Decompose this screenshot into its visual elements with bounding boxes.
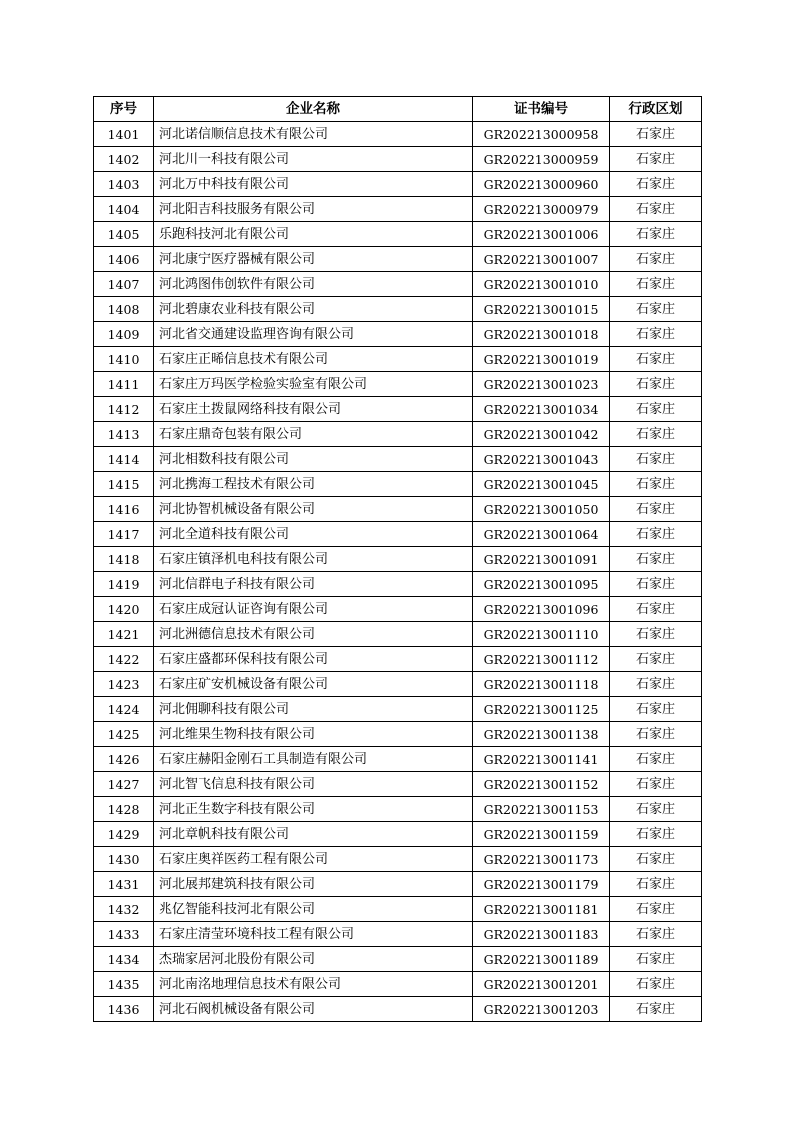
- cell-seq: 1422: [94, 647, 154, 672]
- table-row: [94, 372, 702, 397]
- cell-certificate-number: GR202213001189: [473, 947, 610, 972]
- cell-region: 石家庄: [610, 947, 702, 972]
- table-row: [94, 397, 702, 422]
- table-row: [94, 897, 702, 922]
- table-row: [94, 497, 702, 522]
- header-company-name: 企业名称: [154, 97, 473, 122]
- cell-seq: 1412: [94, 397, 154, 422]
- cell-certificate-number: GR202213001201: [473, 972, 610, 997]
- header-region: 行政区划: [610, 97, 702, 122]
- cell-seq: 1431: [94, 872, 154, 897]
- table-row: [94, 622, 702, 647]
- cell-certificate-number: GR202213000960: [473, 172, 610, 197]
- cell-seq: 1428: [94, 797, 154, 822]
- cell-seq: 1420: [94, 597, 154, 622]
- table-row: [94, 522, 702, 547]
- cell-region: 石家庄: [610, 447, 702, 472]
- cell-certificate-number: GR202213001110: [473, 622, 610, 647]
- cell-seq: 1425: [94, 722, 154, 747]
- cell-company-name: 石家庄矿安机械设备有限公司: [154, 672, 473, 697]
- cell-certificate-number: GR202213001125: [473, 697, 610, 722]
- cell-seq: 1411: [94, 372, 154, 397]
- table-row: [94, 772, 702, 797]
- cell-region: 石家庄: [610, 472, 702, 497]
- cell-certificate-number: GR202213001159: [473, 822, 610, 847]
- header-seq: 序号: [94, 97, 154, 122]
- cell-certificate-number: GR202213000979: [473, 197, 610, 222]
- cell-certificate-number: GR202213001179: [473, 872, 610, 897]
- cell-certificate-number: GR202213001095: [473, 572, 610, 597]
- cell-company-name: 石家庄盛都环保科技有限公司: [154, 647, 473, 672]
- cell-seq: 1414: [94, 447, 154, 472]
- cell-certificate-number: GR202213001091: [473, 547, 610, 572]
- enterprise-certificate-table: [93, 96, 702, 1022]
- cell-region: 石家庄: [610, 222, 702, 247]
- cell-certificate-number: GR202213000958: [473, 122, 610, 147]
- cell-company-name: 石家庄清莹环境科技工程有限公司: [154, 922, 473, 947]
- cell-region: 石家庄: [610, 497, 702, 522]
- cell-seq: 1434: [94, 947, 154, 972]
- cell-company-name: 杰瑞家居河北股份有限公司: [154, 947, 473, 972]
- cell-company-name: 河北康宁医疗器械有限公司: [154, 247, 473, 272]
- cell-region: 石家庄: [610, 697, 702, 722]
- cell-company-name: 石家庄鼎奇包装有限公司: [154, 422, 473, 447]
- cell-certificate-number: GR202213001096: [473, 597, 610, 622]
- cell-region: 石家庄: [610, 347, 702, 372]
- cell-company-name: 河北信群电子科技有限公司: [154, 572, 473, 597]
- cell-seq: 1403: [94, 172, 154, 197]
- cell-company-name: 河北章帆科技有限公司: [154, 822, 473, 847]
- cell-certificate-number: GR202213001203: [473, 997, 610, 1022]
- cell-company-name: 石家庄成冠认证咨询有限公司: [154, 597, 473, 622]
- cell-company-name: 河北鸿图伟创软件有限公司: [154, 272, 473, 297]
- cell-seq: 1419: [94, 572, 154, 597]
- cell-company-name: 河北石阀机械设备有限公司: [154, 997, 473, 1022]
- table-row: [94, 447, 702, 472]
- table-row: [94, 997, 702, 1022]
- cell-region: 石家庄: [610, 672, 702, 697]
- cell-region: 石家庄: [610, 972, 702, 997]
- cell-certificate-number: GR202213001141: [473, 747, 610, 772]
- table-row: [94, 547, 702, 572]
- cell-company-name: 河北碧康农业科技有限公司: [154, 297, 473, 322]
- header-certificate-number: 证书编号: [473, 97, 610, 122]
- cell-company-name: 河北诺信顺信息技术有限公司: [154, 122, 473, 147]
- table-row: [94, 272, 702, 297]
- cell-certificate-number: GR202213001050: [473, 497, 610, 522]
- table-row: [94, 422, 702, 447]
- cell-region: 石家庄: [610, 847, 702, 872]
- cell-certificate-number: GR202213001045: [473, 472, 610, 497]
- cell-certificate-number: GR202213001173: [473, 847, 610, 872]
- cell-certificate-number: GR202213001064: [473, 522, 610, 547]
- cell-certificate-number: GR202213001034: [473, 397, 610, 422]
- cell-company-name: 石家庄万玛医学检验实验室有限公司: [154, 372, 473, 397]
- cell-seq: 1421: [94, 622, 154, 647]
- cell-seq: 1432: [94, 897, 154, 922]
- cell-region: 石家庄: [610, 522, 702, 547]
- cell-seq: 1415: [94, 472, 154, 497]
- table-row: [94, 147, 702, 172]
- cell-certificate-number: GR202213001023: [473, 372, 610, 397]
- cell-seq: 1406: [94, 247, 154, 272]
- cell-region: 石家庄: [610, 547, 702, 572]
- cell-seq: 1408: [94, 297, 154, 322]
- cell-company-name: 河北省交通建设监理咨询有限公司: [154, 322, 473, 347]
- table-row: [94, 972, 702, 997]
- cell-company-name: 河北阳吉科技服务有限公司: [154, 197, 473, 222]
- cell-seq: 1436: [94, 997, 154, 1022]
- cell-seq: 1424: [94, 697, 154, 722]
- cell-company-name: 河北川一科技有限公司: [154, 147, 473, 172]
- table-row: [94, 347, 702, 372]
- cell-company-name: 石家庄奥祥医药工程有限公司: [154, 847, 473, 872]
- cell-seq: 1433: [94, 922, 154, 947]
- table-row: [94, 722, 702, 747]
- table-row: [94, 922, 702, 947]
- cell-seq: 1402: [94, 147, 154, 172]
- cell-region: 石家庄: [610, 897, 702, 922]
- table-row: [94, 672, 702, 697]
- cell-region: 石家庄: [610, 872, 702, 897]
- cell-company-name: 河北协智机械设备有限公司: [154, 497, 473, 522]
- cell-certificate-number: GR202213001183: [473, 922, 610, 947]
- cell-certificate-number: GR202213001018: [473, 322, 610, 347]
- cell-certificate-number: GR202213001007: [473, 247, 610, 272]
- cell-company-name: 河北佣聊科技有限公司: [154, 697, 473, 722]
- cell-region: 石家庄: [610, 197, 702, 222]
- cell-seq: 1416: [94, 497, 154, 522]
- cell-region: 石家庄: [610, 997, 702, 1022]
- cell-certificate-number: GR202213001019: [473, 347, 610, 372]
- cell-company-name: 河北正生数字科技有限公司: [154, 797, 473, 822]
- cell-company-name: 石家庄土拨鼠网络科技有限公司: [154, 397, 473, 422]
- cell-region: 石家庄: [610, 422, 702, 447]
- cell-company-name: 石家庄赫阳金刚石工具制造有限公司: [154, 747, 473, 772]
- cell-seq: 1417: [94, 522, 154, 547]
- cell-seq: 1418: [94, 547, 154, 572]
- cell-seq: 1435: [94, 972, 154, 997]
- cell-region: 石家庄: [610, 172, 702, 197]
- cell-company-name: 河北全道科技有限公司: [154, 522, 473, 547]
- table-row: [94, 197, 702, 222]
- cell-seq: 1413: [94, 422, 154, 447]
- cell-company-name: 石家庄正晞信息技术有限公司: [154, 347, 473, 372]
- cell-certificate-number: GR202213001112: [473, 647, 610, 672]
- cell-region: 石家庄: [610, 647, 702, 672]
- cell-certificate-number: GR202213001181: [473, 897, 610, 922]
- cell-region: 石家庄: [610, 397, 702, 422]
- cell-seq: 1430: [94, 847, 154, 872]
- table-row: [94, 822, 702, 847]
- cell-company-name: 河北智飞信息科技有限公司: [154, 772, 473, 797]
- cell-region: 石家庄: [610, 622, 702, 647]
- cell-certificate-number: GR202213001042: [473, 422, 610, 447]
- cell-company-name: 河北洲德信息技术有限公司: [154, 622, 473, 647]
- cell-region: 石家庄: [610, 297, 702, 322]
- table-row: [94, 172, 702, 197]
- table-row: [94, 222, 702, 247]
- cell-region: 石家庄: [610, 772, 702, 797]
- cell-seq: 1404: [94, 197, 154, 222]
- table-header-row: [94, 97, 702, 122]
- table-body: [94, 122, 702, 1022]
- cell-region: 石家庄: [610, 372, 702, 397]
- table-row: [94, 247, 702, 272]
- table-row: [94, 322, 702, 347]
- cell-certificate-number: GR202213001006: [473, 222, 610, 247]
- cell-certificate-number: GR202213001043: [473, 447, 610, 472]
- cell-company-name: 河北南洺地理信息技术有限公司: [154, 972, 473, 997]
- table-row: [94, 697, 702, 722]
- cell-region: 石家庄: [610, 747, 702, 772]
- cell-seq: 1427: [94, 772, 154, 797]
- cell-region: 石家庄: [610, 797, 702, 822]
- cell-seq: 1423: [94, 672, 154, 697]
- cell-region: 石家庄: [610, 922, 702, 947]
- cell-seq: 1407: [94, 272, 154, 297]
- cell-certificate-number: GR202213001118: [473, 672, 610, 697]
- cell-certificate-number: GR202213001015: [473, 297, 610, 322]
- cell-seq: 1409: [94, 322, 154, 347]
- table-row: [94, 647, 702, 672]
- cell-region: 石家庄: [610, 122, 702, 147]
- table-row: [94, 847, 702, 872]
- table-row: [94, 572, 702, 597]
- cell-seq: 1426: [94, 747, 154, 772]
- cell-certificate-number: GR202213000959: [473, 147, 610, 172]
- cell-company-name: 河北携海工程技术有限公司: [154, 472, 473, 497]
- table-row: [94, 597, 702, 622]
- cell-seq: 1410: [94, 347, 154, 372]
- cell-certificate-number: GR202213001152: [473, 772, 610, 797]
- cell-company-name: 石家庄镇泽机电科技有限公司: [154, 547, 473, 572]
- table-row: [94, 872, 702, 897]
- cell-company-name: 河北万中科技有限公司: [154, 172, 473, 197]
- cell-region: 石家庄: [610, 147, 702, 172]
- cell-seq: 1401: [94, 122, 154, 147]
- cell-company-name: 河北展邦建筑科技有限公司: [154, 872, 473, 897]
- cell-region: 石家庄: [610, 722, 702, 747]
- cell-company-name: 河北维果生物科技有限公司: [154, 722, 473, 747]
- cell-seq: 1429: [94, 822, 154, 847]
- cell-company-name: 乐跑科技河北有限公司: [154, 222, 473, 247]
- table-row: [94, 122, 702, 147]
- cell-region: 石家庄: [610, 322, 702, 347]
- cell-region: 石家庄: [610, 272, 702, 297]
- cell-region: 石家庄: [610, 572, 702, 597]
- cell-certificate-number: GR202213001153: [473, 797, 610, 822]
- table-row: [94, 747, 702, 772]
- table-row: [94, 472, 702, 497]
- cell-company-name: 兆亿智能科技河北有限公司: [154, 897, 473, 922]
- table-row: [94, 297, 702, 322]
- cell-region: 石家庄: [610, 247, 702, 272]
- cell-seq: 1405: [94, 222, 154, 247]
- cell-certificate-number: GR202213001138: [473, 722, 610, 747]
- cell-region: 石家庄: [610, 822, 702, 847]
- cell-company-name: 河北相数科技有限公司: [154, 447, 473, 472]
- table-row: [94, 797, 702, 822]
- cell-certificate-number: GR202213001010: [473, 272, 610, 297]
- table-row: [94, 947, 702, 972]
- cell-region: 石家庄: [610, 597, 702, 622]
